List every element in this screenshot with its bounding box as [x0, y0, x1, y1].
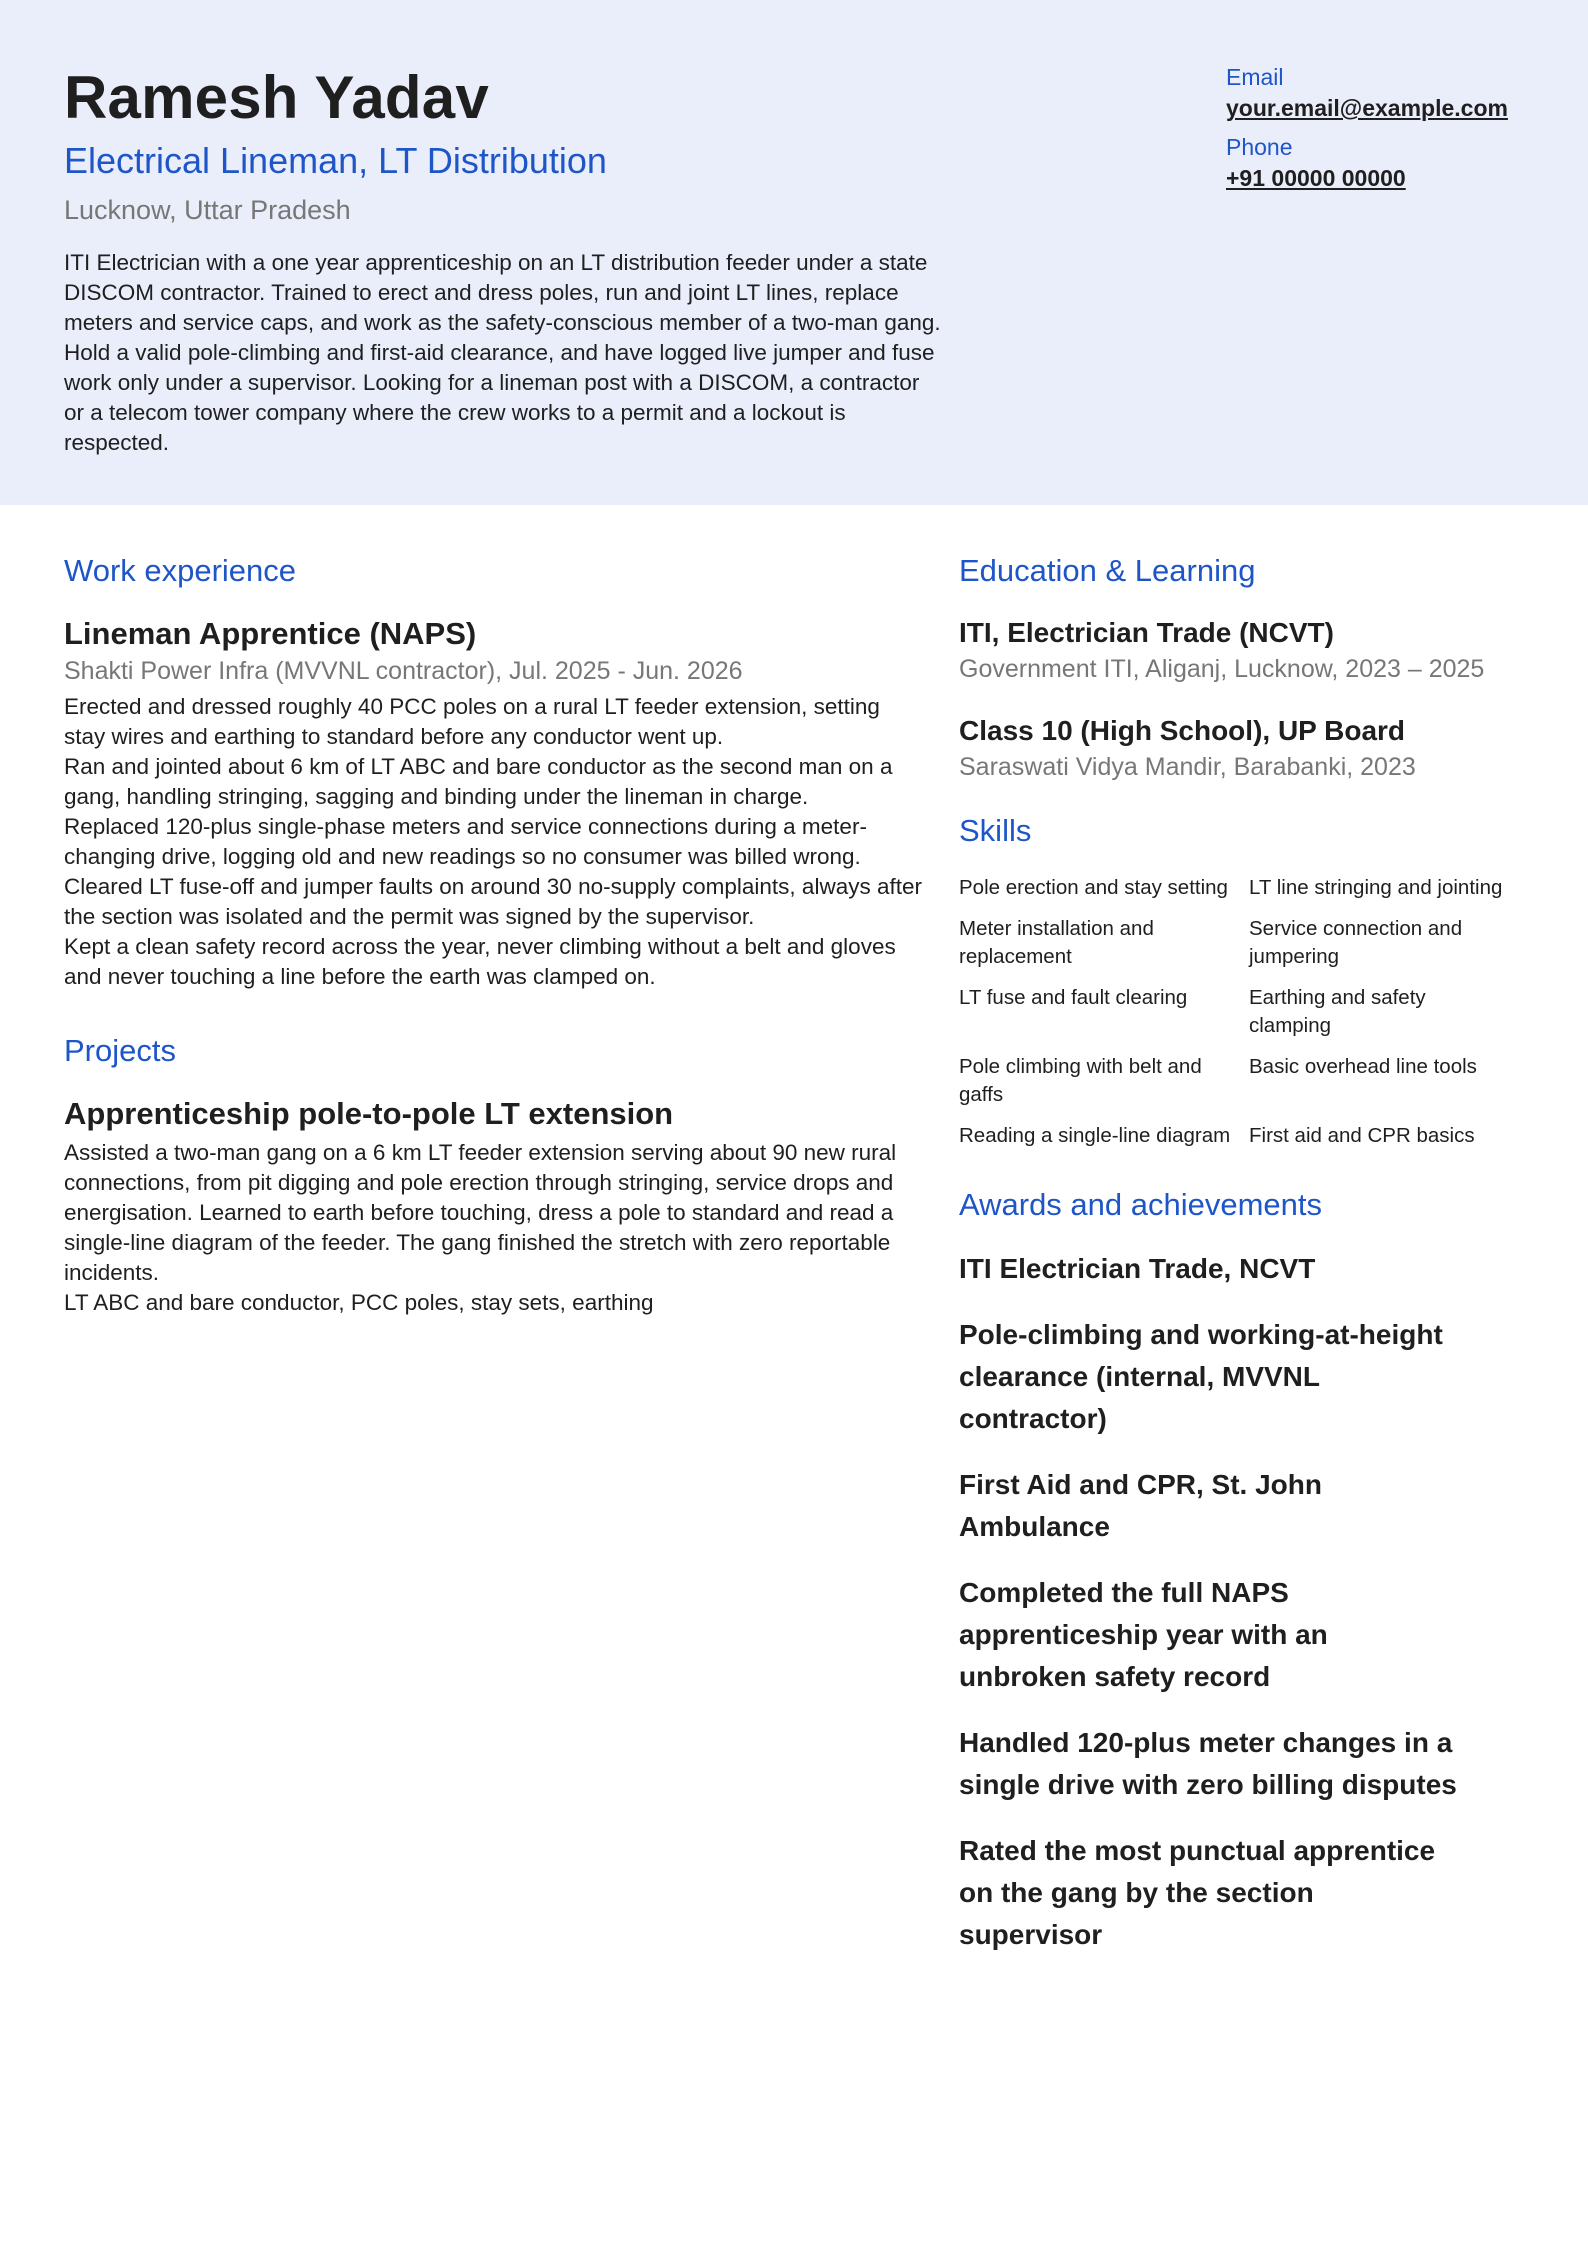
profile-summary: ITI Electrician with a one year apprenticeship on an LT distribution feeder under a state DISCOM contractor. Trained to erect and dress poles, run and joint LT lines, replace meters and service caps, and work as the safety-conscious member of a two-man gang. Hold a valid pole-climbing and first-aid clearance, and have logged live jumper and fuse work only under a supervisor. Looking for a lineman post with a DISCOM, a contractor or a telecom tower company where the crew works to a permit and a lockout is respected. [64, 250, 941, 455]
skill-item: Pole climbing with belt and gaffs [959, 1054, 1202, 1106]
header-band [0, 0, 1588, 505]
award-item: Completed the full NAPS apprenticeship year with an unbroken safety record [959, 1577, 1328, 1692]
skill-item: LT line stringing and jointing [1249, 876, 1503, 899]
work-entry [64, 614, 924, 992]
candidate-location: Lucknow, Uttar Pradesh [64, 195, 351, 225]
skill-item: Earthing and safety clamping [1249, 985, 1426, 1037]
job-meta: Shakti Power Infra (MVVNL contractor), Jul. 2025 - Jun. 2026 [64, 657, 743, 685]
awards-section-title: Awards and achievements [959, 1187, 1323, 1222]
list-item: Ran and jointed about 6 km of LT ABC and bare conductor as the second man on a gang, handling stringing, sagging and binding under the lineman in charge. [64, 754, 893, 809]
skill-item: LT fuse and fault clearing [959, 985, 1188, 1009]
skill-item: First aid and CPR basics [1249, 1123, 1475, 1147]
work-section-title: Work experience [64, 553, 297, 588]
list-item: Cleared LT fuse-off and jumper faults on around 30 no-supply complaints, always after the section was isolated and the permit was signed by the supervisor. [64, 874, 922, 929]
job-title: Lineman Apprentice (NAPS) [64, 616, 477, 651]
work-bullets [64, 692, 924, 992]
right-column [959, 550, 1519, 1980]
skills-section-title: Skills [959, 813, 1032, 848]
project-title: Apprenticeship pole-to-pole LT extension [64, 1096, 674, 1131]
skill-item: Basic overhead line tools [1249, 1054, 1477, 1078]
project-entry [64, 1094, 924, 1318]
projects-section-title: Projects [64, 1033, 176, 1068]
email-label: Email [1226, 64, 1284, 90]
education-meta: Saraswati Vidya Mandir, Barabanki, 2023 [959, 753, 1416, 781]
skill-item: Meter installation and replacement [959, 916, 1154, 968]
education-meta: Government ITI, Aliganj, Lucknow, 2023 – 2025 [959, 655, 1485, 683]
award-item: Rated the most punctual apprentice on the gang by the section supervisor [959, 1835, 1436, 1950]
list-item: Kept a clean safety record across the year, never climbing without a belt and gloves and never touching a line before the earth was clamped on. [64, 934, 896, 989]
phone-label: Phone [1226, 134, 1293, 160]
skill-item: Reading a single-line diagram [959, 1123, 1231, 1147]
list-item: Replaced 120-plus single-phase meters and service connections during a meter-changing drive, logging old and new readings so no consumer was billed wrong. [64, 814, 867, 869]
list-item: Erected and dressed roughly 40 PCC poles on a rural LT feeder extension, setting stay wires and earthing to standard before any conductor went up. [64, 694, 880, 749]
skill-item: Service connection and jumpering [1249, 916, 1463, 968]
candidate-role: Electrical Lineman, LT Distribution [64, 140, 607, 181]
email-link[interactable]: your.email@example.com [1226, 95, 1508, 121]
award-item: Handled 120-plus meter changes in a single drive with zero billing disputes [959, 1727, 1457, 1800]
award-item: First Aid and CPR, St. John Ambulance [959, 1469, 1322, 1542]
education-title: ITI, Electrician Trade (NCVT) [959, 617, 1334, 648]
award-item: Pole-climbing and working-at-height clearance (internal, MVVNL contractor) [959, 1319, 1443, 1434]
left-column [64, 550, 924, 1318]
project-description: Assisted a two-man gang on a 6 km LT feeder extension serving about 90 new rural connections, from pit digging and pole erection through stringing, service drops and energisation. Learned to earth before touching, dress a pole to standard and read a single-line diagram of the feeder. The gang finished the stretch with zero reportable incidents. [64, 1140, 897, 1285]
contact-block [1226, 62, 1566, 202]
education-item [959, 712, 1519, 784]
education-title: Class 10 (High School), UP Board [959, 715, 1406, 746]
skill-item: Pole erection and stay setting [959, 876, 1228, 899]
phone-link[interactable]: +91 00000 00000 [1226, 165, 1406, 191]
candidate-name: Ramesh Yadav [64, 64, 489, 131]
skills-grid [959, 874, 1519, 1150]
education-item [959, 614, 1519, 686]
project-tech: LT ABC and bare conductor, PCC poles, stay sets, earthing [64, 1290, 654, 1315]
education-section-title: Education & Learning [959, 553, 1256, 588]
award-item: ITI Electrician Trade, NCVT [959, 1253, 1316, 1284]
